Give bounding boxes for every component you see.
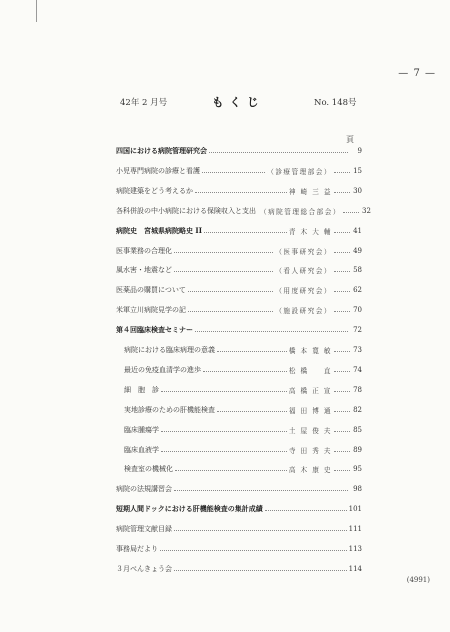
dot-leader xyxy=(334,430,350,432)
dot-leader xyxy=(174,251,273,253)
toc-entry-author: 青 木 大 輔 xyxy=(288,227,332,236)
toc-entry-title: 小児専門病院の診療と看護 xyxy=(116,166,200,175)
toc-entry[interactable] xyxy=(124,384,362,396)
toc-entry-page: 9 xyxy=(357,147,362,155)
toc-entry-title: 病院の法規講習会 xyxy=(116,485,172,494)
toc-entry[interactable] xyxy=(124,404,362,416)
dot-leader xyxy=(334,270,350,272)
toc-entry-page: 49 xyxy=(353,246,362,255)
toc-entry[interactable] xyxy=(116,185,362,197)
toc-entry-author: （診療管理部会） xyxy=(267,167,332,176)
toc-entry[interactable] xyxy=(124,463,362,475)
toc-entry-author: 松 橋 直 xyxy=(288,366,332,375)
page-number: — 7 — xyxy=(398,68,436,79)
dot-leader xyxy=(161,450,287,452)
dot-leader xyxy=(174,529,347,531)
dot-leader xyxy=(334,310,350,312)
page-title: もくじ xyxy=(212,95,265,109)
toc-entry-title: 病院管理文献目録 xyxy=(116,525,172,534)
toc-entry-page: 30 xyxy=(353,186,362,195)
toc-entry-page: 101 xyxy=(348,505,362,514)
toc-entry-title: 米軍立川病院見学の記 xyxy=(116,306,186,315)
dot-leader xyxy=(174,569,347,571)
toc-entry[interactable] xyxy=(116,264,362,276)
toc-entry[interactable] xyxy=(116,225,362,237)
toc-entry-page: 32 xyxy=(362,206,371,215)
toc-entry[interactable] xyxy=(116,483,362,495)
dot-leader xyxy=(334,251,350,253)
dot-leader xyxy=(202,171,265,173)
toc-entry-title: 最近の免疫血清学の進歩 xyxy=(124,365,201,374)
dot-leader xyxy=(334,290,350,292)
dot-leader xyxy=(209,151,348,153)
toc-entry-page: 89 xyxy=(353,445,362,454)
toc-entry[interactable] xyxy=(124,444,362,456)
toc-entry-page: 15 xyxy=(353,166,362,175)
toc-entry-title: 病院建築をどう考えるか xyxy=(116,186,193,195)
toc-entry-page: 85 xyxy=(353,425,362,434)
dot-leader xyxy=(217,350,287,352)
toc-entry-title: 短期人間ドックにおける肝機能検査の集計成績 xyxy=(116,504,263,514)
toc-entry[interactable] xyxy=(116,324,362,336)
issue-date: 42年 2 月号 xyxy=(120,98,168,108)
toc-entry-title: ３月べんきょう会 xyxy=(116,564,172,573)
dot-leader xyxy=(334,410,350,412)
toc-entry-title: 実地診療のための肝機能検査 xyxy=(124,405,215,414)
dot-leader xyxy=(334,450,350,452)
dot-leader xyxy=(343,211,359,213)
toc-entry-page: 98 xyxy=(353,485,362,494)
dot-leader xyxy=(217,410,287,412)
dot-leader xyxy=(334,191,350,193)
dot-leader xyxy=(334,171,350,173)
toc-entry-author: （用度研究会） xyxy=(275,287,332,296)
toc-entry-author: 土 屋 俊 夫 xyxy=(288,426,332,435)
dot-leader xyxy=(334,231,350,233)
dot-leader xyxy=(174,489,348,491)
toc-entry[interactable] xyxy=(116,503,362,515)
toc-entry-page: 41 xyxy=(353,226,362,235)
toc-entry-title: 各科併設の中小病院における保険収入と支出 xyxy=(116,206,256,215)
toc-entry[interactable] xyxy=(116,145,362,157)
toc-entry-page: 113 xyxy=(348,545,362,553)
dot-leader xyxy=(174,270,273,272)
dot-leader xyxy=(265,509,347,511)
toc-entry-page: 111 xyxy=(348,525,362,534)
footer-code: (4991) xyxy=(406,576,430,584)
toc-entry-page: 82 xyxy=(353,405,362,414)
toc-entry-title: 医薬品の購買について xyxy=(116,286,186,295)
dot-leader xyxy=(161,430,287,432)
dot-leader xyxy=(204,231,287,233)
dot-leader xyxy=(334,370,350,372)
toc-entry-page: 73 xyxy=(353,346,362,354)
toc-entry-page: 114 xyxy=(348,564,362,573)
toc-entry[interactable] xyxy=(116,543,362,555)
toc-entry[interactable] xyxy=(124,344,362,356)
toc-entry-title: 医事業務の合理化 xyxy=(116,246,172,255)
toc-entry-page: 78 xyxy=(353,385,362,394)
toc-entry-title: 事務局だより xyxy=(116,545,158,553)
dot-leader xyxy=(203,370,287,372)
dot-leader xyxy=(195,330,348,332)
toc-entry-author: （施設研究会） xyxy=(275,307,332,316)
toc-entry[interactable] xyxy=(116,304,362,316)
toc-entry-author: （病院管理総合部会） xyxy=(260,207,341,216)
toc-entry[interactable] xyxy=(116,563,362,575)
dot-leader xyxy=(334,390,350,392)
toc-entry-author: 福 田 博 通 xyxy=(288,406,332,415)
toc-entry[interactable] xyxy=(116,165,362,177)
toc-entry-title: 臨床腫瘍学 xyxy=(124,425,159,434)
toc-entry[interactable] xyxy=(116,245,362,257)
toc-entry[interactable] xyxy=(116,523,362,535)
toc-entry-title: 検査室の機械化 xyxy=(124,465,173,474)
toc-entry[interactable] xyxy=(116,205,371,217)
toc-entry[interactable] xyxy=(124,424,362,436)
toc-entry-title: 細 胞 診 xyxy=(124,385,159,394)
page-column-label: 頁 xyxy=(346,135,354,144)
toc-entry-title: 風水害・地震など xyxy=(116,266,172,275)
toc-entry-page: 95 xyxy=(353,465,362,474)
toc-entry-title: 病院史 宮城県病院略史 II xyxy=(116,225,202,235)
toc-entry-title: 病院における臨床病理の意義 xyxy=(124,346,215,354)
toc-entry-page: 70 xyxy=(353,306,362,315)
toc-entry-author: 橋 本 寛 敏 xyxy=(288,347,332,355)
dot-leader xyxy=(160,549,347,551)
toc-entry-author: 高 木 康 史 xyxy=(288,466,332,475)
dot-leader xyxy=(188,290,273,292)
issue-number: No. 148号 xyxy=(314,98,357,108)
dot-leader xyxy=(195,191,287,193)
toc-entry-title: 第４回臨床検査セミナー xyxy=(116,325,193,335)
toc-entry-title: 四国における病院管理研究会 xyxy=(116,146,207,155)
toc-entry-page: 74 xyxy=(353,365,362,374)
toc-entry[interactable] xyxy=(124,364,362,376)
dot-leader xyxy=(334,469,350,471)
toc-entry-title: 臨床血液学 xyxy=(124,445,159,454)
toc-entry-author: 高 橋 正 宣 xyxy=(288,386,332,395)
dot-leader xyxy=(175,469,287,471)
toc-entry-author: （医事研究会） xyxy=(275,247,332,256)
dot-leader xyxy=(188,310,273,312)
toc-entry-page: 62 xyxy=(353,286,362,295)
toc-entry[interactable] xyxy=(116,284,362,296)
dot-leader xyxy=(161,390,287,392)
toc-entry-author: 神 崎 三 益 xyxy=(288,187,332,196)
dot-leader xyxy=(334,350,350,352)
toc-entry-page: 58 xyxy=(353,266,362,275)
toc-entry-author: 寺 田 秀 夫 xyxy=(288,446,332,455)
toc-entry-author: （看人研究会） xyxy=(275,267,332,276)
toc-entry-page: 72 xyxy=(353,326,362,335)
